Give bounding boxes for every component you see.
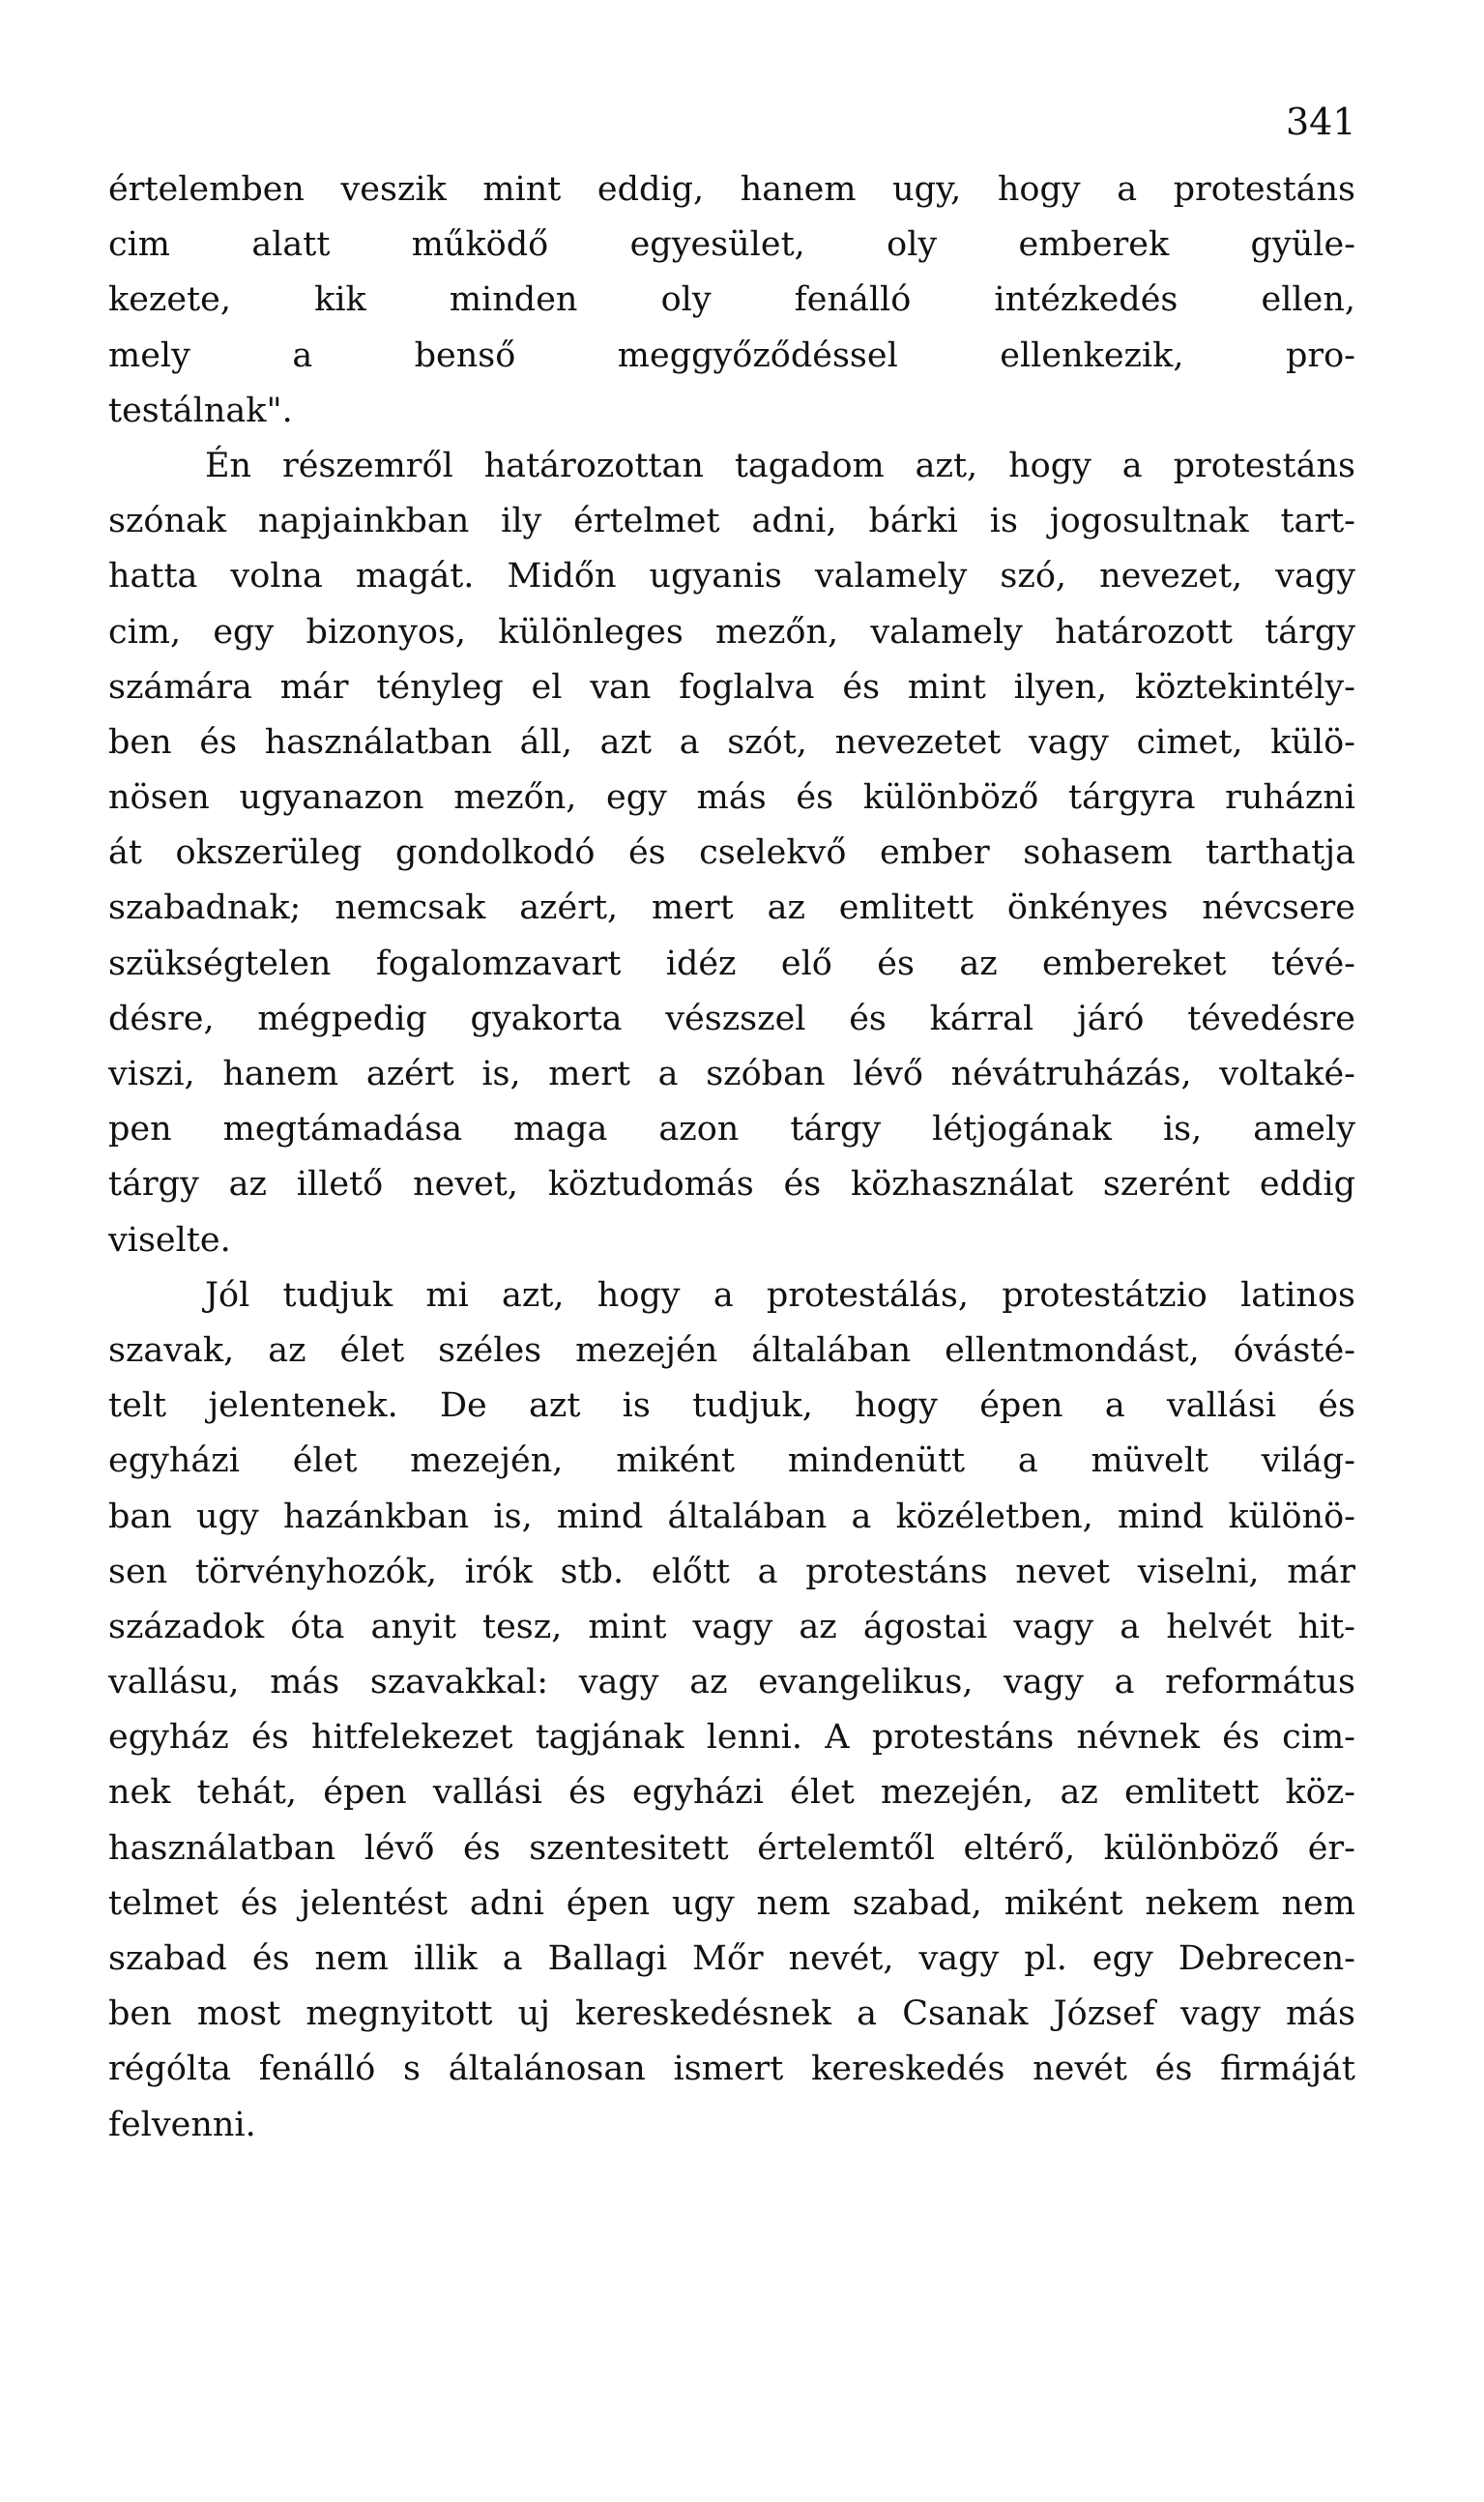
text-line: szabad és nem illik a Ballagi Mőr nevét, vagy pl. egy Debrecen- xyxy=(108,1939,1355,1978)
text-line: Jól tudjuk mi azt, hogy a protestálás, protestátzio latinos xyxy=(205,1275,1355,1315)
text-line: vallásu, más szavakkal: vagy az evangelikus, vagy a református xyxy=(108,1663,1355,1702)
text-line: désre, mégpedig gyakorta vészszel és kárral járó tévedésre xyxy=(108,999,1355,1038)
page-number: 341 xyxy=(1286,101,1356,143)
text-line: nek tehát, épen vallási és egyházi élet mezején, az emlitett köz- xyxy=(108,1773,1355,1813)
text-line: testálnak". xyxy=(108,391,293,430)
text-line: egyház és hitfelekezet tagjának lenni. A protestáns névnek és cim- xyxy=(108,1718,1355,1758)
text-line: értelemben veszik mint eddig, hanem ugy, hogy a protestáns xyxy=(108,170,1355,209)
text-line: át okszerüleg gondolkodó és cselekvő ember sohasem tarthatja xyxy=(108,833,1355,873)
text-line: pen megtámadása maga azon tárgy létjogának is, amely xyxy=(108,1110,1355,1149)
text-line: nösen ugyanazon mezőn, egy más és különböző tárgyra ruházni xyxy=(108,778,1355,818)
text-line: kezete, kik minden oly fenálló intézkedés ellen, xyxy=(108,280,1355,320)
text-line: számára már tényleg el van foglalva és mint ilyen, köztekintély- xyxy=(108,667,1355,707)
text-line: viselte. xyxy=(108,1220,231,1260)
text-line: sen törvényhozók, irók stb. előtt a protestáns nevet viselni, már xyxy=(108,1552,1355,1591)
text-line: felvenni. xyxy=(108,2105,256,2144)
text-line: cim, egy bizonyos, különleges mezőn, valamely határozott tárgy xyxy=(108,612,1355,652)
text-line: századok óta anyit tesz, mint vagy az ágostai vagy a helvét hit- xyxy=(108,1607,1355,1646)
text-line: szavak, az élet széles mezején általában ellentmondást, óvásté- xyxy=(108,1330,1355,1370)
text-line: ben és használatban áll, azt a szót, nevezetet vagy cimet, külö- xyxy=(108,722,1355,762)
text-line: régólta fenálló s általánosan ismert kereskedés nevét és firmáját xyxy=(108,2050,1355,2089)
text-line: használatban lévő és szentesitett értelemtől eltérő, különböző ér- xyxy=(108,1828,1355,1868)
text-line: telt jelentenek. De azt is tudjuk, hogy épen a vallási és xyxy=(108,1386,1355,1426)
text-line: mely a benső meggyőződéssel ellenkezik, pro- xyxy=(108,335,1355,375)
text-line: tárgy az illető nevet, köztudomás és közhasználat szerént eddig xyxy=(108,1165,1355,1205)
text-line: hatta volna magát. Midőn ugyanis valamely szó, nevezet, vagy xyxy=(108,557,1355,596)
text-line: szabadnak; nemcsak azért, mert az emlitett önkényes névcsere xyxy=(108,888,1355,928)
text-line: cim alatt működő egyesület, oly emberek gyüle- xyxy=(108,225,1355,265)
text-line: telmet és jelentést adni épen ugy nem szabad, miként nekem nem xyxy=(108,1883,1355,1923)
text-line: szükségtelen fogalomzavart idéz elő és az embereket tévé- xyxy=(108,944,1355,983)
text-line: egyházi élet mezején, miként mindenütt a müvelt világ- xyxy=(108,1441,1355,1481)
text-line: Én részemről határozottan tagadom azt, hogy a protestáns xyxy=(205,446,1355,485)
text-line: viszi, hanem azért is, mert a szóban lévő névátruházás, voltaké- xyxy=(108,1055,1355,1093)
text-line: ben most megnyitott uj kereskedésnek a Csanak József vagy más xyxy=(108,1994,1355,2034)
body-text xyxy=(108,162,1355,2153)
text-line: ban ugy hazánkban is, mind általában a közéletben, mind különö- xyxy=(108,1497,1355,1536)
text-line: szónak napjainkban ily értelmet adni, bárki is jogosultnak tart- xyxy=(108,502,1355,541)
